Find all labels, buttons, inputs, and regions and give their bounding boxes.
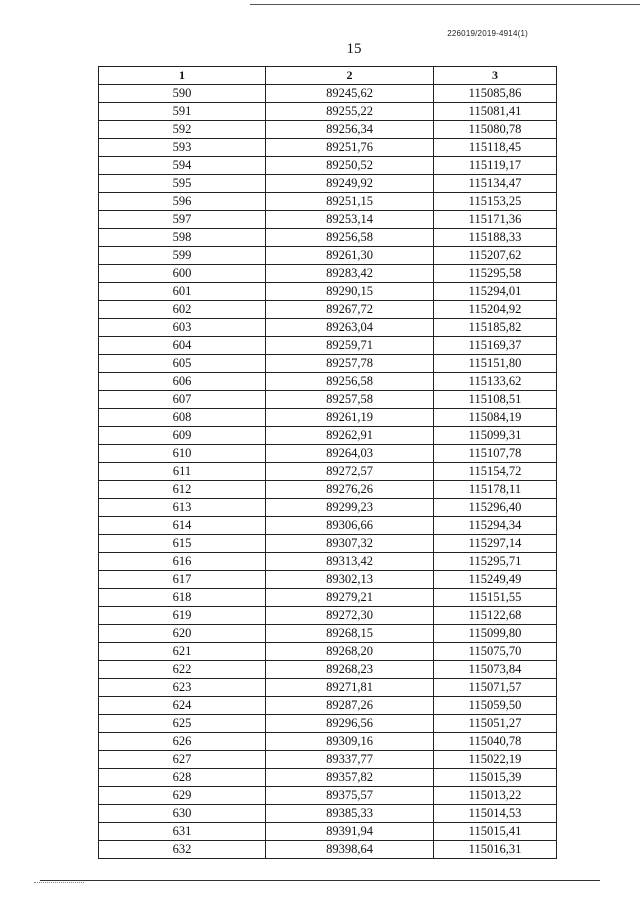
x-coordinate-cell: 89249,92 [266,175,434,193]
table-row [99,373,557,391]
y-coordinate-cell: 115015,41 [434,823,557,841]
point-number-cell: 632 [99,841,266,859]
point-number-cell: 630 [99,805,266,823]
x-coordinate-cell: 89259,71 [266,337,434,355]
x-coordinate-cell: 89251,76 [266,139,434,157]
table-row [99,643,557,661]
y-coordinate-cell: 115108,51 [434,391,557,409]
point-number-cell: 631 [99,823,266,841]
table-row [99,265,557,283]
header-col-1: 1 [99,67,266,85]
table-header-row [99,67,557,85]
point-number-cell: 593 [99,139,266,157]
y-coordinate-cell: 115204,92 [434,301,557,319]
table-row [99,409,557,427]
x-coordinate-cell: 89309,16 [266,733,434,751]
x-coordinate-cell: 89256,58 [266,229,434,247]
x-coordinate-cell: 89279,21 [266,589,434,607]
x-coordinate-cell: 89307,32 [266,535,434,553]
table-row [99,715,557,733]
point-number-cell: 628 [99,769,266,787]
table-row [99,391,557,409]
point-number-cell: 609 [99,427,266,445]
x-coordinate-cell: 89313,42 [266,553,434,571]
y-coordinate-cell: 115294,01 [434,283,557,301]
table-row [99,733,557,751]
table-row [99,283,557,301]
table-row [99,679,557,697]
y-coordinate-cell: 115040,78 [434,733,557,751]
point-number-cell: 603 [99,319,266,337]
y-coordinate-cell: 115059,50 [434,697,557,715]
x-coordinate-cell: 89287,26 [266,697,434,715]
table-row [99,103,557,121]
table-row [99,247,557,265]
x-coordinate-cell: 89302,13 [266,571,434,589]
point-number-cell: 624 [99,697,266,715]
x-coordinate-cell: 89261,19 [266,409,434,427]
y-coordinate-cell: 115014,53 [434,805,557,823]
point-number-cell: 623 [99,679,266,697]
y-coordinate-cell: 115118,45 [434,139,557,157]
table-row [99,193,557,211]
point-number-cell: 626 [99,733,266,751]
document-id: 226019/2019-4914(1) [447,29,528,38]
y-coordinate-cell: 115075,70 [434,643,557,661]
y-coordinate-cell: 115133,62 [434,373,557,391]
x-coordinate-cell: 89272,57 [266,463,434,481]
table-row [99,697,557,715]
point-number-cell: 605 [99,355,266,373]
x-coordinate-cell: 89263,04 [266,319,434,337]
x-coordinate-cell: 89257,58 [266,391,434,409]
point-number-cell: 597 [99,211,266,229]
y-coordinate-cell: 115169,37 [434,337,557,355]
table-row [99,625,557,643]
table-row [99,139,557,157]
bottom-rule [40,880,600,881]
table-row [99,337,557,355]
table-row [99,157,557,175]
table-row [99,589,557,607]
y-coordinate-cell: 115294,34 [434,517,557,535]
y-coordinate-cell: 115171,36 [434,211,557,229]
x-coordinate-cell: 89257,78 [266,355,434,373]
point-number-cell: 608 [99,409,266,427]
point-number-cell: 625 [99,715,266,733]
y-coordinate-cell: 115081,41 [434,103,557,121]
x-coordinate-cell: 89267,72 [266,301,434,319]
table-row [99,229,557,247]
x-coordinate-cell: 89337,77 [266,751,434,769]
table-row [99,355,557,373]
y-coordinate-cell: 115154,72 [434,463,557,481]
y-coordinate-cell: 115249,49 [434,571,557,589]
table-row [99,445,557,463]
point-number-cell: 617 [99,571,266,589]
table-row [99,769,557,787]
y-coordinate-cell: 115295,71 [434,553,557,571]
point-number-cell: 620 [99,625,266,643]
x-coordinate-cell: 89385,33 [266,805,434,823]
y-coordinate-cell: 115188,33 [434,229,557,247]
table-row [99,571,557,589]
point-number-cell: 611 [99,463,266,481]
table-row [99,841,557,859]
y-coordinate-cell: 115051,27 [434,715,557,733]
table-row [99,463,557,481]
table-row [99,319,557,337]
x-coordinate-cell: 89256,58 [266,373,434,391]
x-coordinate-cell: 89276,26 [266,481,434,499]
table-row [99,787,557,805]
point-number-cell: 606 [99,373,266,391]
x-coordinate-cell: 89268,20 [266,643,434,661]
y-coordinate-cell: 115185,82 [434,319,557,337]
point-number-cell: 592 [99,121,266,139]
coordinates-table [98,66,557,859]
x-coordinate-cell: 89262,91 [266,427,434,445]
point-number-cell: 590 [99,85,266,103]
x-coordinate-cell: 89253,14 [266,211,434,229]
point-number-cell: 595 [99,175,266,193]
y-coordinate-cell: 115015,39 [434,769,557,787]
y-coordinate-cell: 115073,84 [434,661,557,679]
x-coordinate-cell: 89251,15 [266,193,434,211]
y-coordinate-cell: 115071,57 [434,679,557,697]
point-number-cell: 607 [99,391,266,409]
y-coordinate-cell: 115099,80 [434,625,557,643]
x-coordinate-cell: 89398,64 [266,841,434,859]
x-coordinate-cell: 89357,82 [266,769,434,787]
y-coordinate-cell: 115013,22 [434,787,557,805]
table-row [99,661,557,679]
top-rule [250,4,640,5]
table-row [99,517,557,535]
point-number-cell: 615 [99,535,266,553]
table-row [99,175,557,193]
y-coordinate-cell: 115085,86 [434,85,557,103]
x-coordinate-cell: 89283,42 [266,265,434,283]
table-body [99,85,557,859]
header-col-3: 3 [434,67,557,85]
y-coordinate-cell: 115099,31 [434,427,557,445]
x-coordinate-cell: 89255,22 [266,103,434,121]
point-number-cell: 614 [99,517,266,535]
y-coordinate-cell: 115022,19 [434,751,557,769]
table-row [99,553,557,571]
y-coordinate-cell: 115119,17 [434,157,557,175]
point-number-cell: 601 [99,283,266,301]
point-number-cell: 619 [99,607,266,625]
point-number-cell: 616 [99,553,266,571]
table-row [99,823,557,841]
table-row [99,481,557,499]
y-coordinate-cell: 115151,55 [434,589,557,607]
x-coordinate-cell: 89296,56 [266,715,434,733]
y-coordinate-cell: 115153,25 [434,193,557,211]
x-coordinate-cell: 89306,66 [266,517,434,535]
table-row [99,751,557,769]
table-row [99,535,557,553]
x-coordinate-cell: 89264,03 [266,445,434,463]
point-number-cell: 598 [99,229,266,247]
point-number-cell: 594 [99,157,266,175]
point-number-cell: 618 [99,589,266,607]
point-number-cell: 622 [99,661,266,679]
y-coordinate-cell: 115122,68 [434,607,557,625]
x-coordinate-cell: 89256,34 [266,121,434,139]
point-number-cell: 599 [99,247,266,265]
y-coordinate-cell: 115296,40 [434,499,557,517]
x-coordinate-cell: 89268,15 [266,625,434,643]
x-coordinate-cell: 89261,30 [266,247,434,265]
point-number-cell: 621 [99,643,266,661]
header-col-2: 2 [266,67,434,85]
point-number-cell: 602 [99,301,266,319]
y-coordinate-cell: 115016,31 [434,841,557,859]
point-number-cell: 627 [99,751,266,769]
table-row [99,211,557,229]
x-coordinate-cell: 89250,52 [266,157,434,175]
table-row [99,499,557,517]
table-row [99,301,557,319]
y-coordinate-cell: 115080,78 [434,121,557,139]
y-coordinate-cell: 115107,78 [434,445,557,463]
y-coordinate-cell: 115207,62 [434,247,557,265]
point-number-cell: 610 [99,445,266,463]
y-coordinate-cell: 115151,80 [434,355,557,373]
table-row [99,121,557,139]
x-coordinate-cell: 89271,81 [266,679,434,697]
point-number-cell: 629 [99,787,266,805]
x-coordinate-cell: 89375,57 [266,787,434,805]
y-coordinate-cell: 115295,58 [434,265,557,283]
point-number-cell: 596 [99,193,266,211]
point-number-cell: 613 [99,499,266,517]
x-coordinate-cell: 89268,23 [266,661,434,679]
x-coordinate-cell: 89245,62 [266,85,434,103]
y-coordinate-cell: 115134,47 [434,175,557,193]
y-coordinate-cell: 115084,19 [434,409,557,427]
table-row [99,427,557,445]
y-coordinate-cell: 115178,11 [434,481,557,499]
x-coordinate-cell: 89290,15 [266,283,434,301]
table-row [99,805,557,823]
page-number: 15 [346,41,362,57]
point-number-cell: 591 [99,103,266,121]
x-coordinate-cell: 89299,23 [266,499,434,517]
table-row [99,607,557,625]
x-coordinate-cell: 89391,94 [266,823,434,841]
point-number-cell: 604 [99,337,266,355]
point-number-cell: 600 [99,265,266,283]
point-number-cell: 612 [99,481,266,499]
x-coordinate-cell: 89272,30 [266,607,434,625]
table-row [99,85,557,103]
y-coordinate-cell: 115297,14 [434,535,557,553]
